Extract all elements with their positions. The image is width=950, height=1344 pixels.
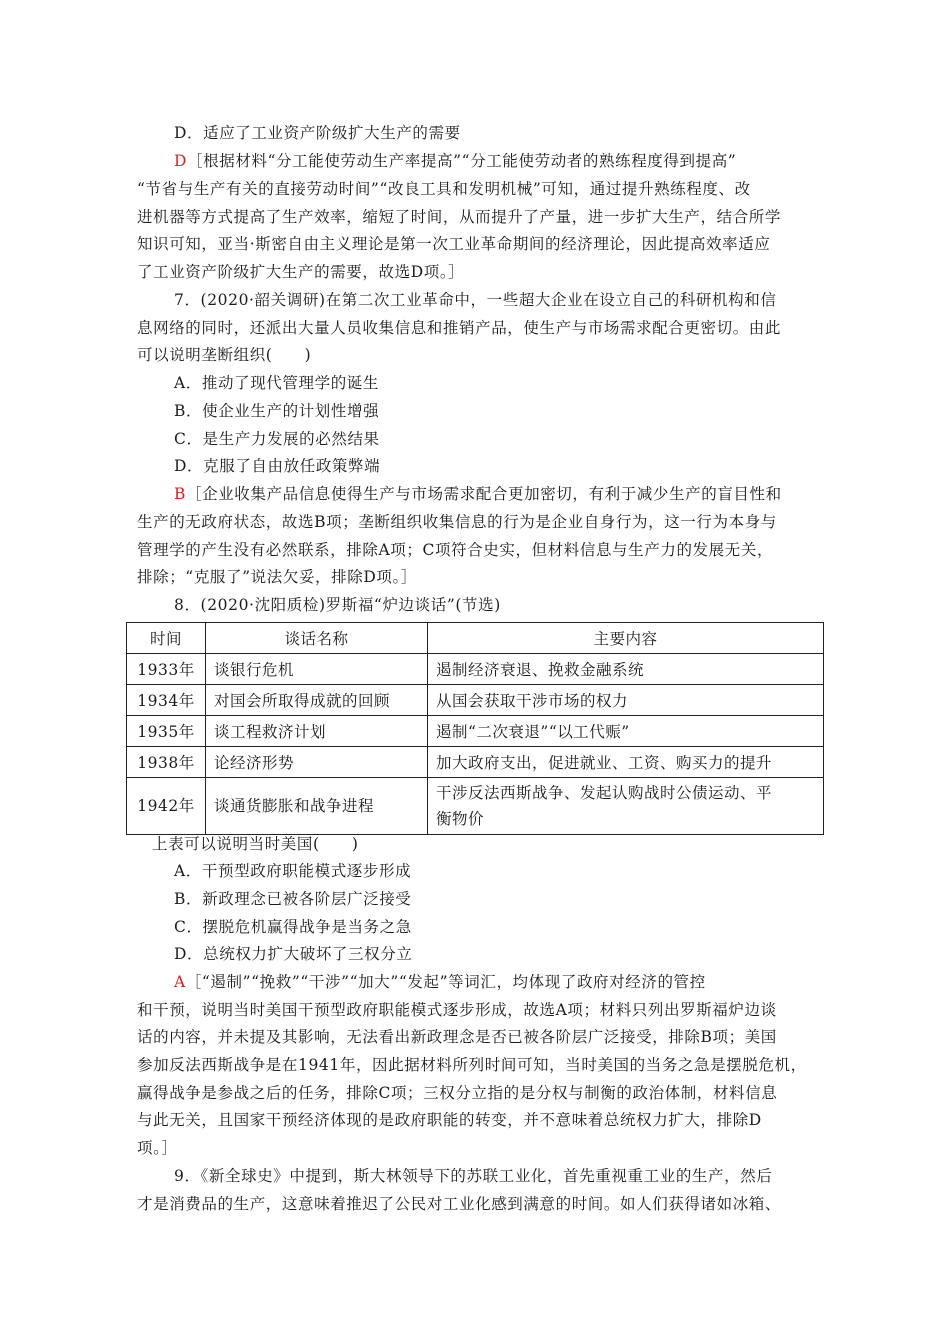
q8-answer-explanation-line-1: A［“遏制”“挽救”“干涉”“加大”“发起”等词汇，均体现了政府对经济的管控 [174,973,706,991]
row-year: 1934年 [127,685,206,716]
q8-explanation-line-3: 话的内容，并未提及其影响，无法看出新政理念是否已被各阶层广泛接受，排除B项；美国 [137,1028,777,1046]
q9-stem-line-1: 9．《新全球史》中提到，斯大林领导下的苏联工业化，首先重视重工业的生产，然后 [174,1167,773,1185]
row-year: 1935年 [127,716,206,747]
q7-option-a: A．推动了现代管理学的诞生 [174,374,379,392]
row-talk-name: 谈工程救济计划 [206,716,428,747]
row-talk-name: 对国会所取得成就的回顾 [206,685,428,716]
row-talk-name: 论经济形势 [206,747,428,778]
table-row [127,778,824,835]
q7-stem-line-1: 7．(2020·韶关调研)在第二次工业革命中，一些超大企业在设立自己的科研机构和信 [174,291,777,309]
q7-option-c: C．是生产力发展的必然结果 [174,430,380,448]
table-row [127,654,824,685]
row-year: 1938年 [127,747,206,778]
q6-answer-letter: D [174,152,188,170]
row-year: 1933年 [127,654,206,685]
row-content: 遏制经济衰退、挽救金融系统 [428,654,824,685]
q6-explanation-line-3: 进机器等方式提高了生产效率，缩短了时间，从而提升了产量，进一步扩大生产，结合所学 [137,208,782,226]
header-talk-name: 谈话名称 [206,623,428,654]
header-main-content: 主要内容 [428,623,824,654]
q8-answer-letter: A [174,973,186,991]
q8-explanation-line-5: 赢得战争是参战之后的任务，排除C项；三权分立指的是分权与制衡的政治体制，材料信息 [137,1084,778,1102]
q6-explanation-line-5: 了工业资产阶级扩大生产的需要，故选D项。］ [137,263,465,281]
q7-option-d: D．克服了自由放任政策弊端 [174,457,381,475]
q6-option-d: D．适应了工业资产阶级扩大生产的需要 [174,124,461,142]
q6-explanation-line-4: 知识可知，亚当·斯密自由主义理论是第一次工业革命期间的经济理论，因此提高效率适应 [137,235,771,253]
q9-stem-line-2: 才是消费品的生产，这意味着推迟了公民对工业化感到满意的时间。如人们获得诸如冰箱、 [137,1195,782,1213]
row-talk-name: 谈通货膨胀和战争进程 [206,778,428,835]
q8-explanation-line-6: 与此无关，且国家干预经济体现的是政府职能的转变，并不意味着总统权力扩大，排除D [137,1111,762,1129]
q7-stem-line-2: 息网络的同时，还派出大量人员收集信息和推销产品，使生产与市场需求配合更密切。由此 [137,319,782,337]
q8-option-c: C．摆脱危机赢得战争是当务之急 [174,918,412,936]
table-header-row [127,623,824,654]
q8-option-d: D．总统权力扩大破坏了三权分立 [174,945,413,963]
q7-answer-letter: B [174,485,186,503]
fireside-chats-table [126,622,824,835]
q7-answer-explanation-line-1: B［企业收集产品信息使得生产与市场需求配合更加密切，有利于减少生产的盲目性和 [174,485,782,503]
q6-explanation-line-2: “节省与生产有关的直接劳动时间”“改良工具和发明机械”可知，通过提升熟练程度、改 [137,180,751,198]
q8-option-b: B．新政理念已被各阶层广泛接受 [174,890,412,908]
row-content: 干涉反法西斯战争、发起认购战时公债运动、平 衡物价 [428,778,824,835]
q8-option-a: A．干预型政府职能模式逐步形成 [174,862,412,880]
table-row [127,747,824,778]
q8-stem: 8．(2020·沈阳质检)罗斯福“炉边谈话”(节选) [174,596,501,614]
header-time: 时间 [127,623,206,654]
table-row [127,716,824,747]
q6-answer-explanation-line-1: D［根据材料“分工能使劳动生产率提高”“分工能使劳动者的熟练程度得到提高” [174,152,737,170]
q7-explanation-line-2: 生产的无政府状态，故选B项；垄断组织收集信息的行为是企业自身行为，这一行为本身与 [137,513,777,531]
q7-stem-line-3: 可以说明垄断组织( ) [137,346,312,364]
table-row [127,685,824,716]
q7-explanation-line-3: 管理学的产生没有必然联系，排除A项；C项符合史实，但材料信息与生产力的发展无关， [137,541,774,559]
row-year: 1942年 [127,778,206,835]
row-content: 从国会获取干涉市场的权力 [428,685,824,716]
q7-option-b: B．使企业生产的计划性增强 [174,402,380,420]
row-content: 加大政府支出，促进就业、工资、购买力的提升 [428,747,824,778]
q8-explanation-line-7: 项。］ [137,1139,178,1157]
q7-explanation-line-4: 排除；“克服了”说法欠妥，排除D项。］ [137,568,417,586]
q8-explanation-line-2: 和干预，说明当时美国干预型政府职能模式逐步形成，故选A项；材料只列出罗斯福炉边谈 [137,1001,777,1019]
q8-question: 上表可以说明当时美国( ) [152,835,359,853]
row-talk-name: 谈银行危机 [206,654,428,685]
q8-explanation-line-4: 参加反法西斯战争是在1941年，因此据材料所列时间可知，当时美国的当务之急是摆脱危机， [137,1056,807,1074]
row-content: 遏制“二次衰退”“以工代赈” [428,716,824,747]
